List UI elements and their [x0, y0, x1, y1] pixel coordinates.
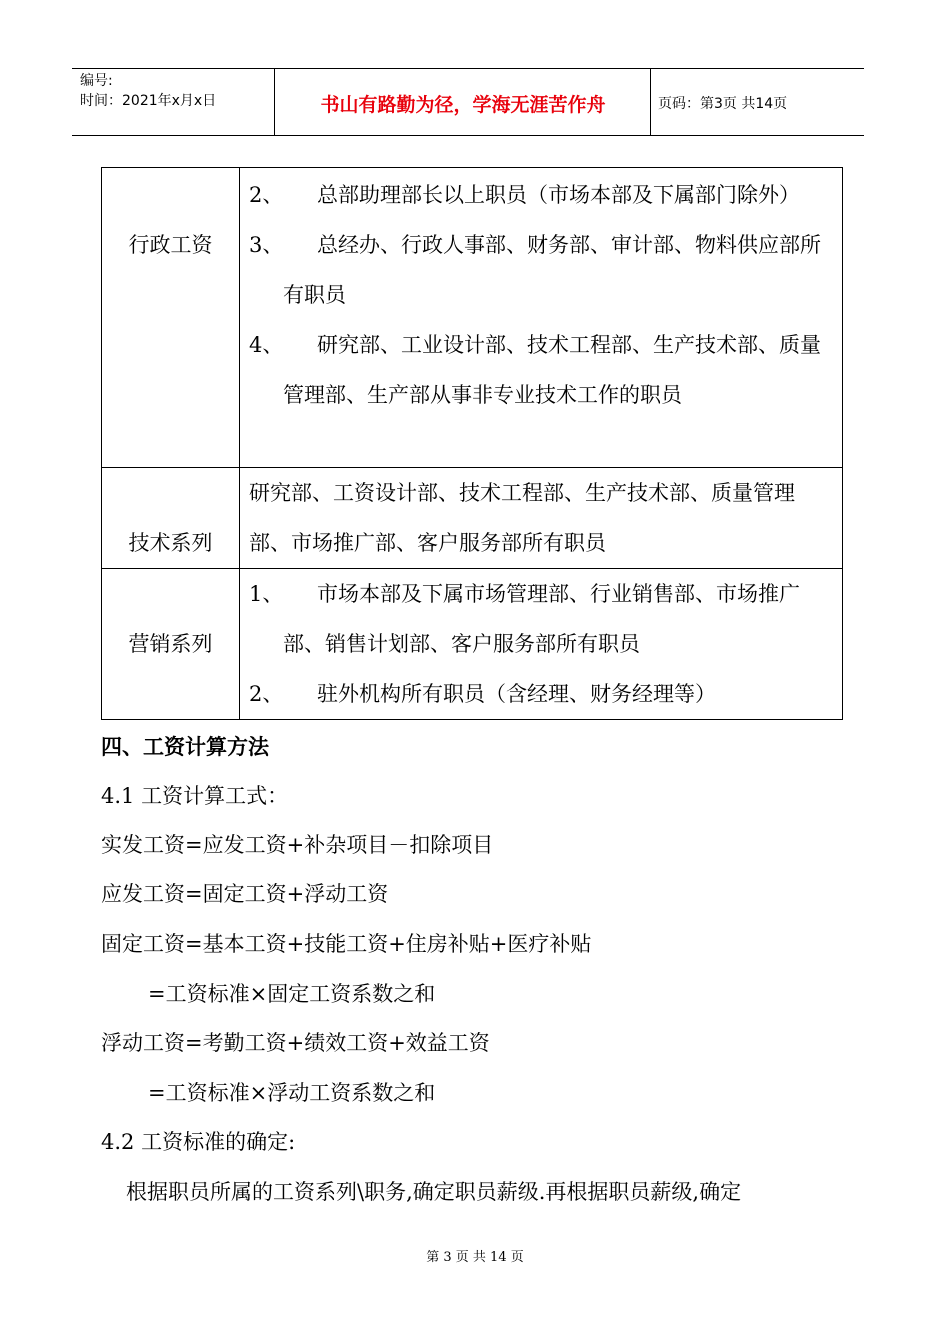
list-item: [249, 220, 832, 320]
header-page-code: 页码：第3页 共14页: [658, 96, 788, 112]
body-line: 固定工资=基本工资+技能工资+住房补贴+医疗补贴: [101, 932, 592, 956]
body-line: 实发工资=应发工资+补杂项目－扣除项目: [101, 833, 494, 857]
content-cell: [240, 569, 843, 720]
item-number: 2、: [249, 183, 284, 207]
item-text: 研究部、工业设计部、技术工程部、生产技术部、质量管理部、生产部从事非专业技术工作的职员: [283, 333, 821, 407]
header-bottom-rule: [72, 135, 864, 136]
header-top-rule: [72, 68, 864, 69]
category-label: 行政工资: [128, 233, 213, 257]
header-divider-right: [650, 69, 651, 135]
header-time-label: 时间：2021年x月x日: [80, 93, 217, 109]
list-item: 研究部、工资设计部、技术工程部、生产技术部、质量管理部、市场推广部、客户服务部所有职员: [249, 481, 795, 555]
body-line: 浮动工资=考勤工资+绩效工资+效益工资: [101, 1031, 490, 1055]
item-text: 总经办、行政人事部、财务部、审计部、物料供应部所有职员: [283, 233, 821, 307]
header-number-label: 编号:: [80, 73, 113, 89]
body-line: 4.2 工资标准的确定:: [101, 1130, 296, 1154]
content-cell: [240, 168, 843, 468]
item-number: 3、: [249, 233, 284, 257]
list-item: [249, 320, 832, 420]
item-number: 1、: [249, 582, 284, 606]
category-cell: [102, 468, 240, 569]
category-cell: [102, 168, 240, 468]
table-row: [102, 468, 843, 569]
list-item: [249, 569, 832, 669]
category-cell: [102, 569, 240, 720]
section-heading: 四、工资计算方法: [101, 735, 269, 759]
body-line: 应发工资=固定工资+浮动工资: [101, 882, 389, 906]
list-item: [249, 170, 832, 220]
category-label: 营销系列: [128, 632, 213, 656]
category-table: [101, 167, 843, 720]
category-label: 技术系列: [128, 531, 213, 555]
content-cell: [240, 468, 843, 569]
body-line: =工资标准×固定工资系数之和: [148, 982, 436, 1006]
body-line: 根据职员所属的工资系列\职务,确定职员薪级.再根据职员薪级,确定: [126, 1180, 742, 1204]
list-item: [249, 669, 832, 719]
item-number: 2、: [249, 682, 284, 706]
table-row: [102, 168, 843, 468]
table-row: [102, 569, 843, 720]
body-line: 4.1 工资计算工式：: [101, 784, 289, 808]
page-footer: 第 3 页 共 14 页: [426, 1250, 524, 1265]
item-text: 市场本部及下属市场管理部、行业销售部、市场推广部、销售计划部、客户服务部所有职员: [283, 582, 800, 656]
header-motto: 书山有路勤为径，学海无涯苦作舟: [320, 94, 606, 116]
item-number: 4、: [249, 333, 284, 357]
item-text: 驻外机构所有职员（含经理、财务经理等）: [317, 682, 716, 706]
item-text: 总部助理部长以上职员（市场本部及下属部门除外）: [317, 183, 800, 207]
header-divider-left: [274, 69, 275, 135]
body-line: =工资标准×浮动工资系数之和: [148, 1081, 436, 1105]
